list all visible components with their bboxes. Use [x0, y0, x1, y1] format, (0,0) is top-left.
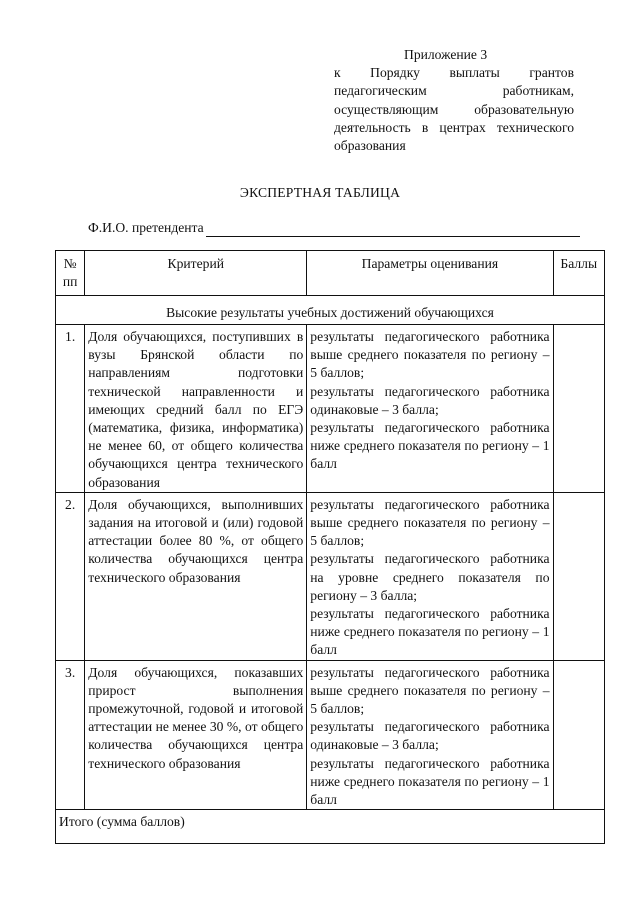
- fio-field: [88, 219, 580, 237]
- table-header-row: [56, 251, 605, 296]
- table-row: [56, 492, 605, 660]
- expert-table: [55, 250, 605, 844]
- row-number: 3.: [56, 660, 85, 810]
- total-row: [56, 810, 605, 844]
- row-parameters: [307, 492, 553, 660]
- header-parameters: Параметры оценивания: [307, 251, 553, 296]
- parameter-item: результаты педагогического работника выше среднего показателя по региону – 5 баллов;: [310, 329, 550, 381]
- table-row: [56, 325, 605, 493]
- row-criterion: Доля обучающихся, выполнивших задания на итоговой и (или) годовой аттестации более 80 %, от общего количества обучающихся центра технического образования: [85, 492, 307, 660]
- row-criterion: Доля обучающихся, показавших прирост выполнения промежуточной, годовой и итоговой аттестации не менее 30 %, от общего количества обучающихся центра технического образования: [85, 660, 307, 810]
- row-score-cell[interactable]: [553, 660, 604, 810]
- section-title: Высокие результаты учебных достижений обучающихся: [56, 296, 605, 325]
- table-row: [56, 660, 605, 810]
- row-number: 2.: [56, 492, 85, 660]
- parameter-item: результаты педагогического работника ниже среднего показателя по региону – 1 балл: [310, 420, 550, 472]
- parameter-item: результаты педагогического работника одинаковые – 3 балла;: [310, 383, 550, 417]
- parameter-item: результаты педагогического работника выше среднего показателя по региону – 5 баллов;: [310, 496, 550, 549]
- appendix-title: Приложение 3: [404, 47, 488, 62]
- header-number: № пп: [56, 251, 85, 296]
- fio-blank-line: [206, 222, 580, 237]
- row-score-cell[interactable]: [553, 325, 604, 493]
- parameter-item: результаты педагогического работника выше среднего показателя по региону – 5 баллов;: [310, 664, 550, 717]
- fio-label: Ф.И.О. претендента: [88, 220, 204, 235]
- header-score: Баллы: [553, 251, 604, 296]
- row-number: 1.: [56, 325, 85, 493]
- appendix-text: к Порядку выплаты грантов педагогическим работникам, осуществляющим образовательную деятельность в центрах технического образования: [334, 65, 574, 154]
- parameter-item: результаты педагогического работника на уровне среднего показателя по региону – 3 балла;: [310, 551, 550, 603]
- document-title: ЭКСПЕРТНАЯ ТАБЛИЦА: [239, 185, 401, 200]
- row-criterion: Доля обучающихся, поступивших в вузы Брянской области по направлениям подготовки технической направленности и имеющих средний балл по ЕГЭ (математика, физика, информатика) не менее 60, от общего количества обучающихся центра технического образования: [85, 325, 307, 493]
- appendix-block: [334, 46, 574, 155]
- parameter-item: результаты педагогического работника ниже среднего показателя по региону – 1 балл: [310, 606, 550, 658]
- total-label: Итого (сумма баллов): [56, 810, 605, 844]
- parameter-item: результаты педагогического работника ниже среднего показателя по региону – 1 балл: [310, 755, 550, 808]
- row-score-cell[interactable]: [553, 492, 604, 660]
- header-criterion: Критерий: [85, 251, 307, 296]
- parameter-item: результаты педагогического работника одинаковые – 3 балла;: [310, 719, 550, 753]
- section-row: [56, 296, 605, 325]
- row-parameters: [307, 325, 553, 493]
- row-parameters: [307, 660, 553, 810]
